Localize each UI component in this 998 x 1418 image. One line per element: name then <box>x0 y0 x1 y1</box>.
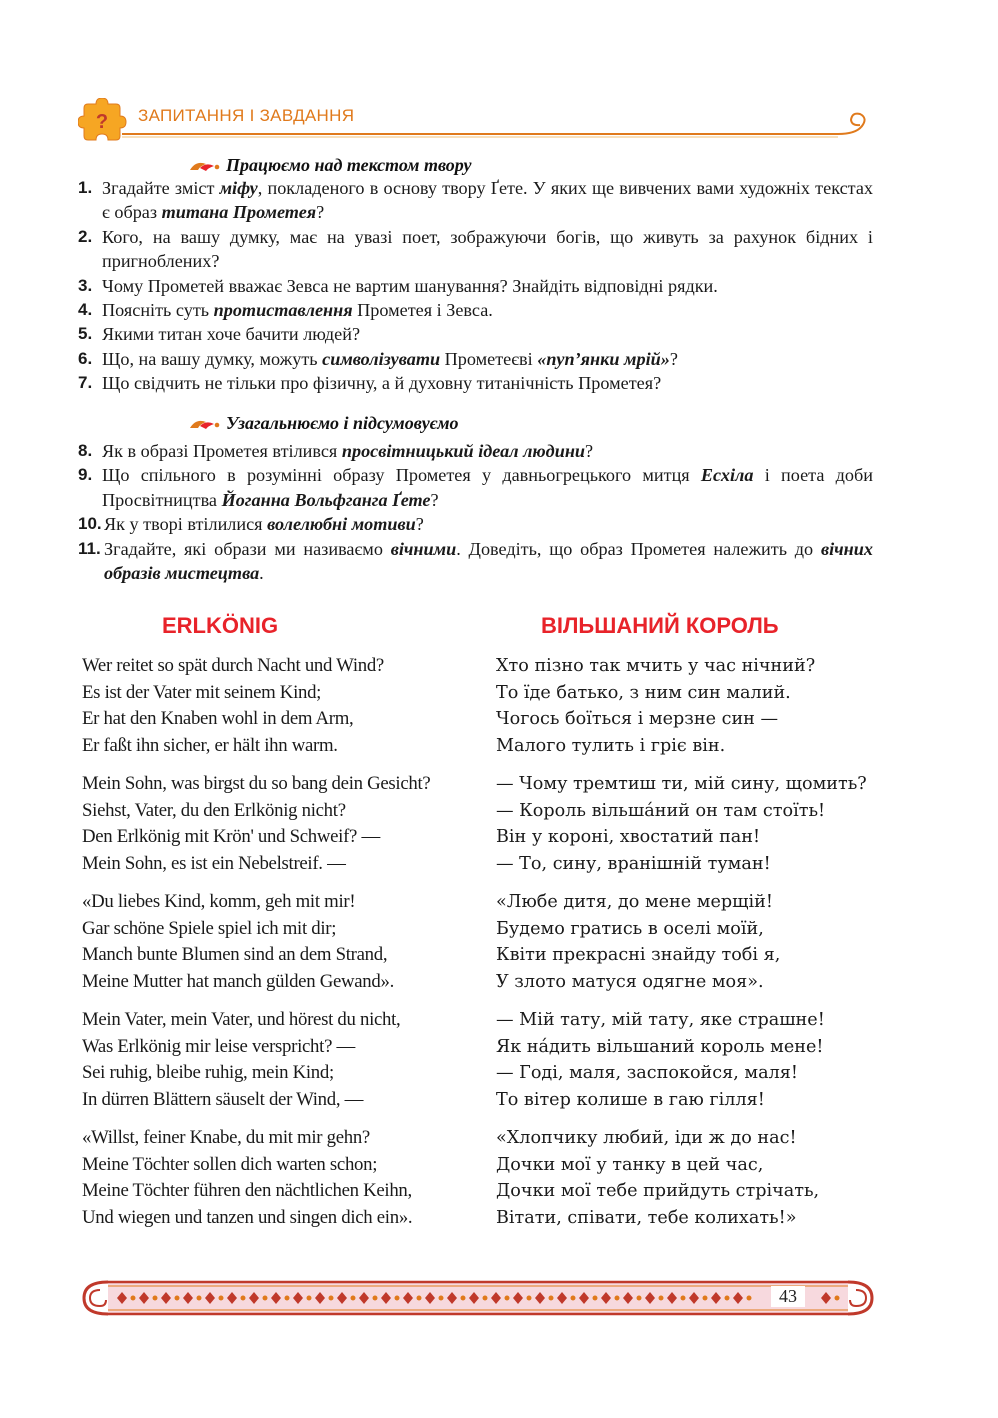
page-number: 43 <box>771 1286 805 1307</box>
subheading-text: Узагальнюємо і підсумовуємо <box>226 413 459 433</box>
ornament-dot <box>549 1296 554 1301</box>
question-text <box>102 322 873 346</box>
question-text <box>102 225 873 274</box>
question-text-part: , покладеного в основу твору Ґете. У яких ще вивчених вами художніх текстах є образ <box>102 178 873 223</box>
ornament-dot <box>505 1296 510 1301</box>
subheading-summarize <box>188 413 459 434</box>
leaf-ornament-icon <box>188 416 220 432</box>
emphasized-term: волелюбні мотиви <box>267 514 416 535</box>
ornament-dot <box>417 1296 422 1301</box>
stanza <box>82 1125 462 1231</box>
ornament-dot <box>197 1296 202 1301</box>
emphasized-term: вічними <box>390 538 457 559</box>
question-text-part: Прометеєві <box>440 348 538 369</box>
ornament-dot <box>615 1296 620 1301</box>
poem-line: — Король вільша́ний он там стоїть! <box>496 800 826 821</box>
embroidery-ornament <box>78 1268 878 1328</box>
poem-line: То вітер колише в гаю гілля! <box>496 1089 765 1110</box>
ornament-dot <box>593 1296 598 1301</box>
emphasized-term: міфу <box>219 178 258 198</box>
question-number: 6. <box>78 348 93 368</box>
ornament-dot <box>373 1296 378 1301</box>
question-text-part: Як у творі втілилися <box>104 514 268 535</box>
poem-line: Gar schöne Spiele spiel ich mit dir; <box>82 917 337 939</box>
question-text <box>102 371 873 395</box>
ornament-dot <box>285 1296 290 1301</box>
question-text <box>104 512 873 536</box>
poem-ukrainian <box>496 653 876 1243</box>
stanza <box>82 771 462 877</box>
question-text-part: і поета доби Просвітництва <box>102 465 873 510</box>
question-text-part: Що спільного в розумінні образу Прометея у давньогрецького митця <box>102 465 701 486</box>
question-text-part: Прометея і Зевса. <box>352 300 493 321</box>
question-text <box>102 463 873 512</box>
questions-list-2 <box>78 439 873 585</box>
poem-line: Хто пізно так мчить у час нічний? <box>496 656 816 676</box>
poem-line: «Willst, feiner Knabe, du mit mir gehn? <box>82 1127 370 1148</box>
question-text-part: ? <box>316 202 325 223</box>
poem-line: Mein Sohn, es ist ein Nebelstreif. — <box>82 852 346 874</box>
ornament-dot <box>329 1296 334 1301</box>
poem-line: — Мій тату, мій тату, яке страшне! <box>496 1010 825 1030</box>
question-text <box>104 537 873 586</box>
question-text-part: ? <box>669 348 678 369</box>
question-number: 7. <box>78 373 93 393</box>
ornament-dot <box>747 1296 752 1301</box>
question-number: 4. <box>78 300 93 320</box>
poem-line: Він у короні, хвостатий пан! <box>496 827 761 847</box>
ornament-dot <box>659 1296 664 1301</box>
stanza <box>496 1007 876 1113</box>
ornament-dot <box>219 1296 224 1301</box>
poem-line: Was Erlkönig mir leise verspricht? — <box>82 1035 355 1057</box>
poem-line: Und wiegen und tanzen und singen dich ein». <box>82 1206 413 1228</box>
footer-ornament <box>78 1268 878 1328</box>
question-item <box>78 322 873 346</box>
poem-line: Квіти прекрасні знайду тобі я, <box>496 945 781 965</box>
question-number: 2. <box>78 226 93 246</box>
stanza <box>82 889 462 995</box>
section-header <box>78 96 878 156</box>
emphasized-term: протиставлення <box>213 300 353 321</box>
poem-line: Mein Sohn, was birgst du so bang dein Gesicht? <box>82 773 431 794</box>
poem-line: Meine Töchter sollen dich warten schon; <box>82 1153 378 1175</box>
emphasized-term: «пуп’янки мрій» <box>537 348 670 369</box>
poem-line: — Чому тремтиш ти, мій сину, щомить? <box>496 774 867 794</box>
emphasized-term: просвітницький ідеал людини <box>341 441 586 461</box>
question-text <box>102 347 873 371</box>
svg-text:?: ? <box>95 111 109 133</box>
leaf-ornament-icon <box>188 158 220 174</box>
poem-line: Den Erlkönig mit Krön' und Schweif? — <box>82 826 380 847</box>
question-text-part: Поясніть суть <box>102 300 214 321</box>
question-number: 10. <box>78 514 102 534</box>
poem-line: — Годі, маля, заспокойся, маля! <box>496 1063 798 1083</box>
emphasized-term: титана Прометея <box>161 202 317 223</box>
ornament-dot <box>395 1296 400 1301</box>
poem-line: Es ist der Vater mit seinem Kind; <box>82 681 322 703</box>
question-text-part: ? <box>415 514 424 535</box>
poem-line: In dürren Blättern säuselt der Wind, — <box>82 1088 364 1110</box>
ornament-dot <box>725 1296 730 1301</box>
ornament-dot <box>307 1296 312 1301</box>
poem-line: Er hat den Knaben wohl in dem Arm, <box>82 708 354 729</box>
ornament-dot <box>483 1296 488 1301</box>
poem-line: Будемо гратись в оселі моїй, <box>496 918 764 939</box>
stanza <box>496 889 876 995</box>
question-item <box>78 274 873 298</box>
stanza <box>496 653 876 759</box>
poem-line: «Любе дитя, до мене мерщій! <box>496 892 773 912</box>
section-title: ЗАПИТАННЯ І ЗАВДАННЯ <box>138 106 355 125</box>
question-number: 9. <box>78 465 93 485</box>
question-text-part: . <box>259 563 264 584</box>
ornament-dot <box>241 1296 246 1301</box>
section-header-line <box>78 96 878 156</box>
question-item <box>78 371 873 395</box>
question-number: 8. <box>78 441 93 460</box>
poem-line: У злото матуся одягне моя». <box>496 971 764 992</box>
question-text-part: Згадайте, які образи ми називаємо <box>104 538 391 559</box>
puzzle-question-icon <box>78 98 128 148</box>
question-item <box>78 439 873 463</box>
stanza <box>496 1125 876 1231</box>
stanza <box>496 771 876 877</box>
question-item <box>78 537 873 586</box>
subheading-text: Працюємо над текстом твору <box>226 155 472 175</box>
ornament-dot <box>637 1296 642 1301</box>
ornament-dot <box>131 1296 136 1301</box>
question-item <box>78 347 873 371</box>
poem-line: Дочки мої у танку в цей час, <box>496 1154 764 1175</box>
poem-german <box>82 653 462 1243</box>
question-text-part: Що, на вашу думку, можуть <box>102 348 323 369</box>
emphasized-term: символізувати <box>322 348 441 369</box>
ornament-dot <box>439 1296 444 1301</box>
question-text <box>102 274 873 298</box>
poem-line: Meine Mutter hat manch gülden Gewand». <box>82 970 394 992</box>
poem-line: Meine Töchter führen den nächtlichen Keihn, <box>82 1180 412 1201</box>
poem-line: Manch bunte Blumen sind an dem Strand, <box>82 944 388 965</box>
stanza <box>82 653 462 759</box>
subheading-work-with-text <box>188 155 472 176</box>
poem-line: — То, сину, вранішній туман! <box>496 853 771 874</box>
question-text <box>102 439 873 463</box>
question-text-part: Як в образі Прометея втілився <box>102 441 342 461</box>
poem-line: То їде батько, з ним син малий. <box>496 682 791 703</box>
poem-line: Вітати, співати, тебе колихать!» <box>496 1207 797 1228</box>
ornament-dot <box>835 1296 840 1301</box>
ornament-dot <box>703 1296 708 1301</box>
question-text <box>102 176 873 225</box>
question-text-part: Якими титан хоче бачити людей? <box>102 324 361 345</box>
ornament-dot <box>461 1296 466 1301</box>
ornament-dot <box>571 1296 576 1301</box>
question-item <box>78 463 873 512</box>
question-item <box>78 225 873 274</box>
question-text-part: Чому Прометей вважає Зевса не вартим шанування? Знайдіть відповідні рядки. <box>102 275 718 296</box>
poem-line: Як на́дить вільшаний король мене! <box>496 1036 824 1057</box>
question-number: 11. <box>78 538 101 558</box>
question-number: 1. <box>78 178 93 197</box>
ornament-dot <box>527 1296 532 1301</box>
ornament-dot <box>351 1296 356 1301</box>
poem-line: Er faßt ihn sicher, er hält ihn warm. <box>82 734 338 756</box>
ornament-dot <box>681 1296 686 1301</box>
poem-line: Wer reitet so spät durch Nacht und Wind? <box>82 655 384 676</box>
ornament-dot <box>153 1296 158 1301</box>
question-text <box>102 298 873 322</box>
emphasized-term: Йоганна Вольфганга Ґете <box>221 489 431 510</box>
questions-list-1 <box>78 176 873 396</box>
question-item <box>78 512 873 536</box>
poem-line: Mein Vater, mein Vater, und hörest du nicht, <box>82 1009 401 1030</box>
question-text-part: ? <box>585 441 594 461</box>
emphasized-term: Есхіла <box>700 465 754 486</box>
emphasized-term: вічних образів мистецтва <box>104 538 873 584</box>
stanza <box>82 1007 462 1113</box>
poem-title-ukrainian: ВІЛЬШАНИЙ КОРОЛЬ <box>541 613 779 638</box>
poem-line: Малого тулить і гріє він. <box>496 735 726 756</box>
poem-line: Sei ruhig, bleibe ruhig, mein Kind; <box>82 1062 334 1083</box>
question-text-part: . Доведіть, що образ Прометея належить до <box>456 538 821 559</box>
poem-title-german: ERLKÖNIG <box>162 613 279 638</box>
poem-line: «Хлопчику любий, іди ж до нас! <box>496 1128 797 1148</box>
question-item <box>78 176 873 225</box>
question-number: 3. <box>78 275 93 295</box>
ornament-dot <box>175 1296 180 1301</box>
poem-line: Чогось боїться і мерзне син — <box>496 709 779 729</box>
question-text-part: Кого, на вашу думку, має на увазі поет, зображуючи богів, що живуть за рахунок бідних і пригноблених? <box>102 226 873 272</box>
poem-line: «Du liebes Kind, komm, geh mit mir! <box>82 891 356 912</box>
question-item <box>78 298 873 322</box>
poem-line: Дочки мої тебе прийдуть стрічать, <box>496 1181 820 1201</box>
ornament-dot <box>263 1296 268 1301</box>
question-text-part: Що свідчить не тільки про фізичну, а й духовну титанічність Прометея? <box>102 373 662 394</box>
poem-line: Siehst, Vater, du den Erlkönig nicht? <box>82 799 346 821</box>
question-text-part: Згадайте зміст <box>102 178 220 198</box>
question-text-part: ? <box>430 489 439 510</box>
question-number: 5. <box>78 324 93 344</box>
